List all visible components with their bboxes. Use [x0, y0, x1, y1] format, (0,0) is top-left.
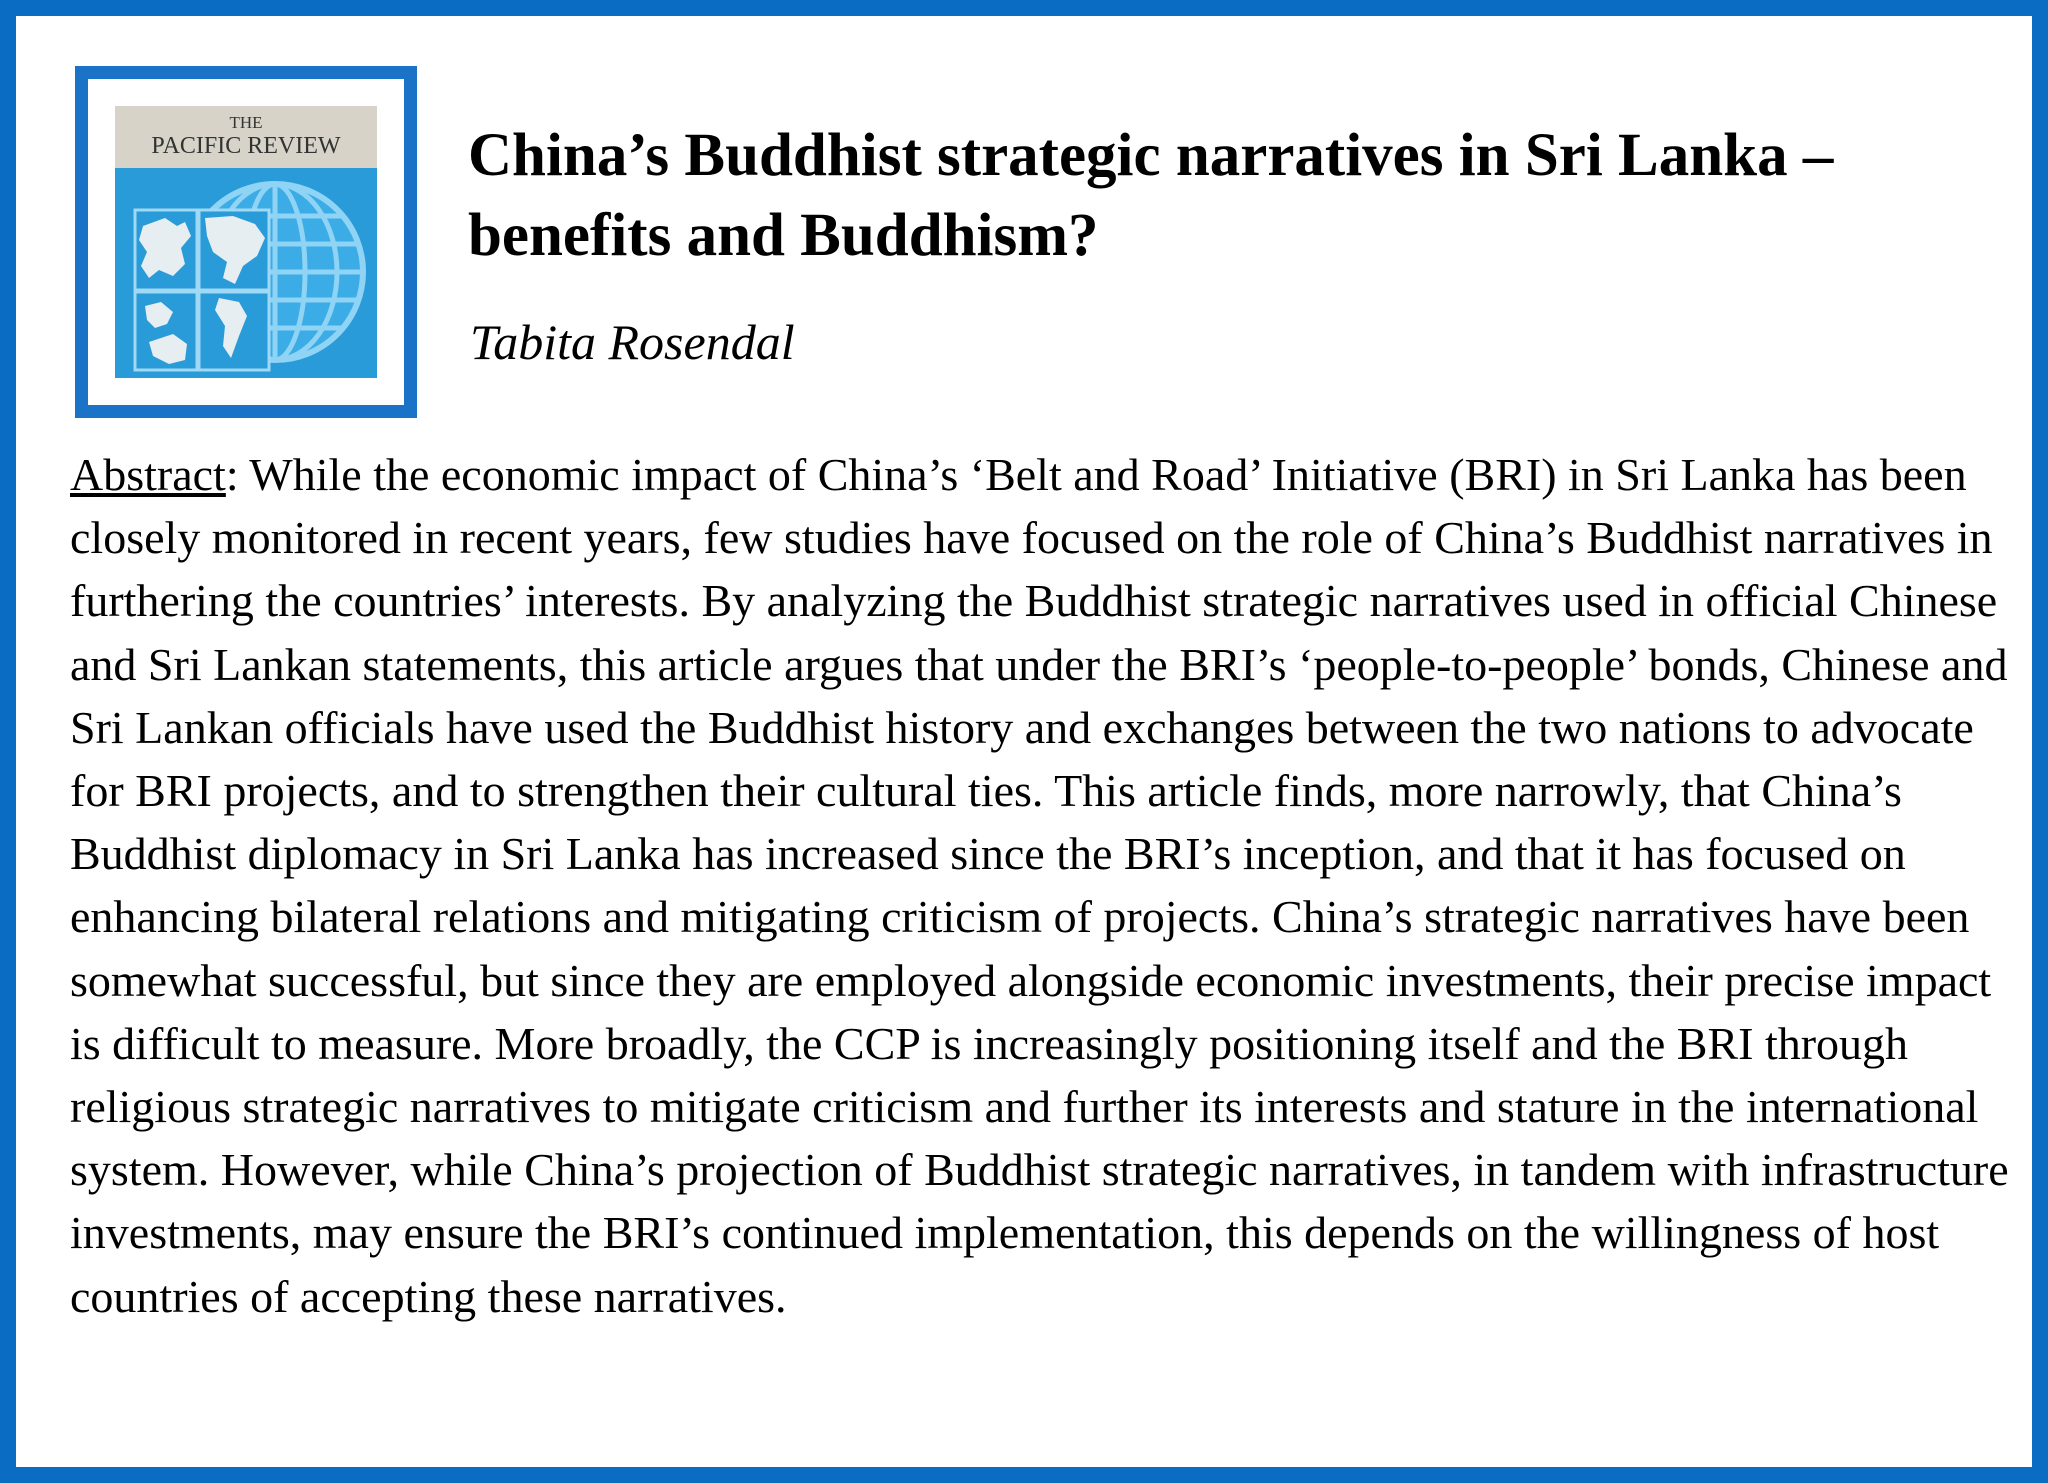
abstract-label: Abstract	[70, 449, 226, 500]
abstract-text: While the economic impact of China’s ‘Belt and Road’ Initiative (BRI) in Sri Lanka has been closely monitored in recent years, few studies have focused on the role of China’s Buddhist narratives in furthering the countries’ interests. By analyzing the Buddhist strategic narratives used in official Chinese and Sri Lankan statements, this article argues that under the BRI’s ‘people-to-people’ bonds, Chinese and Sri Lankan officials have used the Buddhist history and exchanges between the two nations to advocate for BRI projects, and to strengthen their cultural ties. This article finds, more narrowly, that China’s Buddhist diplomacy in Sri Lanka has increased since the BRI’s inception, and that it has focused on enhancing bilateral relations and mitigating criticism of projects. China’s strategic narratives have been somewhat successful, but since they are employed alongside economic investments, their precise impact is difficult to measure. More broadly, the CCP is increasingly positioning itself and the BRI through religious strategic narratives to mitigate criticism and further its interests and stature in the international system. However, while China’s projection of Buddhist strategic narratives, in tandem with infrastructure investments, may ensure the BRI’s continued implementation, this depends on the willingness of host countries of accepting these narratives.	[70, 449, 2009, 1322]
abstract-separator: :	[225, 449, 250, 500]
journal-name-line1: THE	[229, 113, 263, 132]
journal-name-line2: PACIFIC REVIEW	[151, 133, 341, 159]
journal-cover	[75, 66, 417, 418]
author-name: Tabita Rosendal	[470, 314, 795, 370]
article-title: China’s Buddhist strategic narratives in Sri Lanka – benefits and Buddhism?	[468, 122, 1834, 269]
abstract	[70, 443, 2030, 1328]
journal-cover-image	[115, 106, 377, 378]
world-map-panels	[135, 210, 269, 370]
